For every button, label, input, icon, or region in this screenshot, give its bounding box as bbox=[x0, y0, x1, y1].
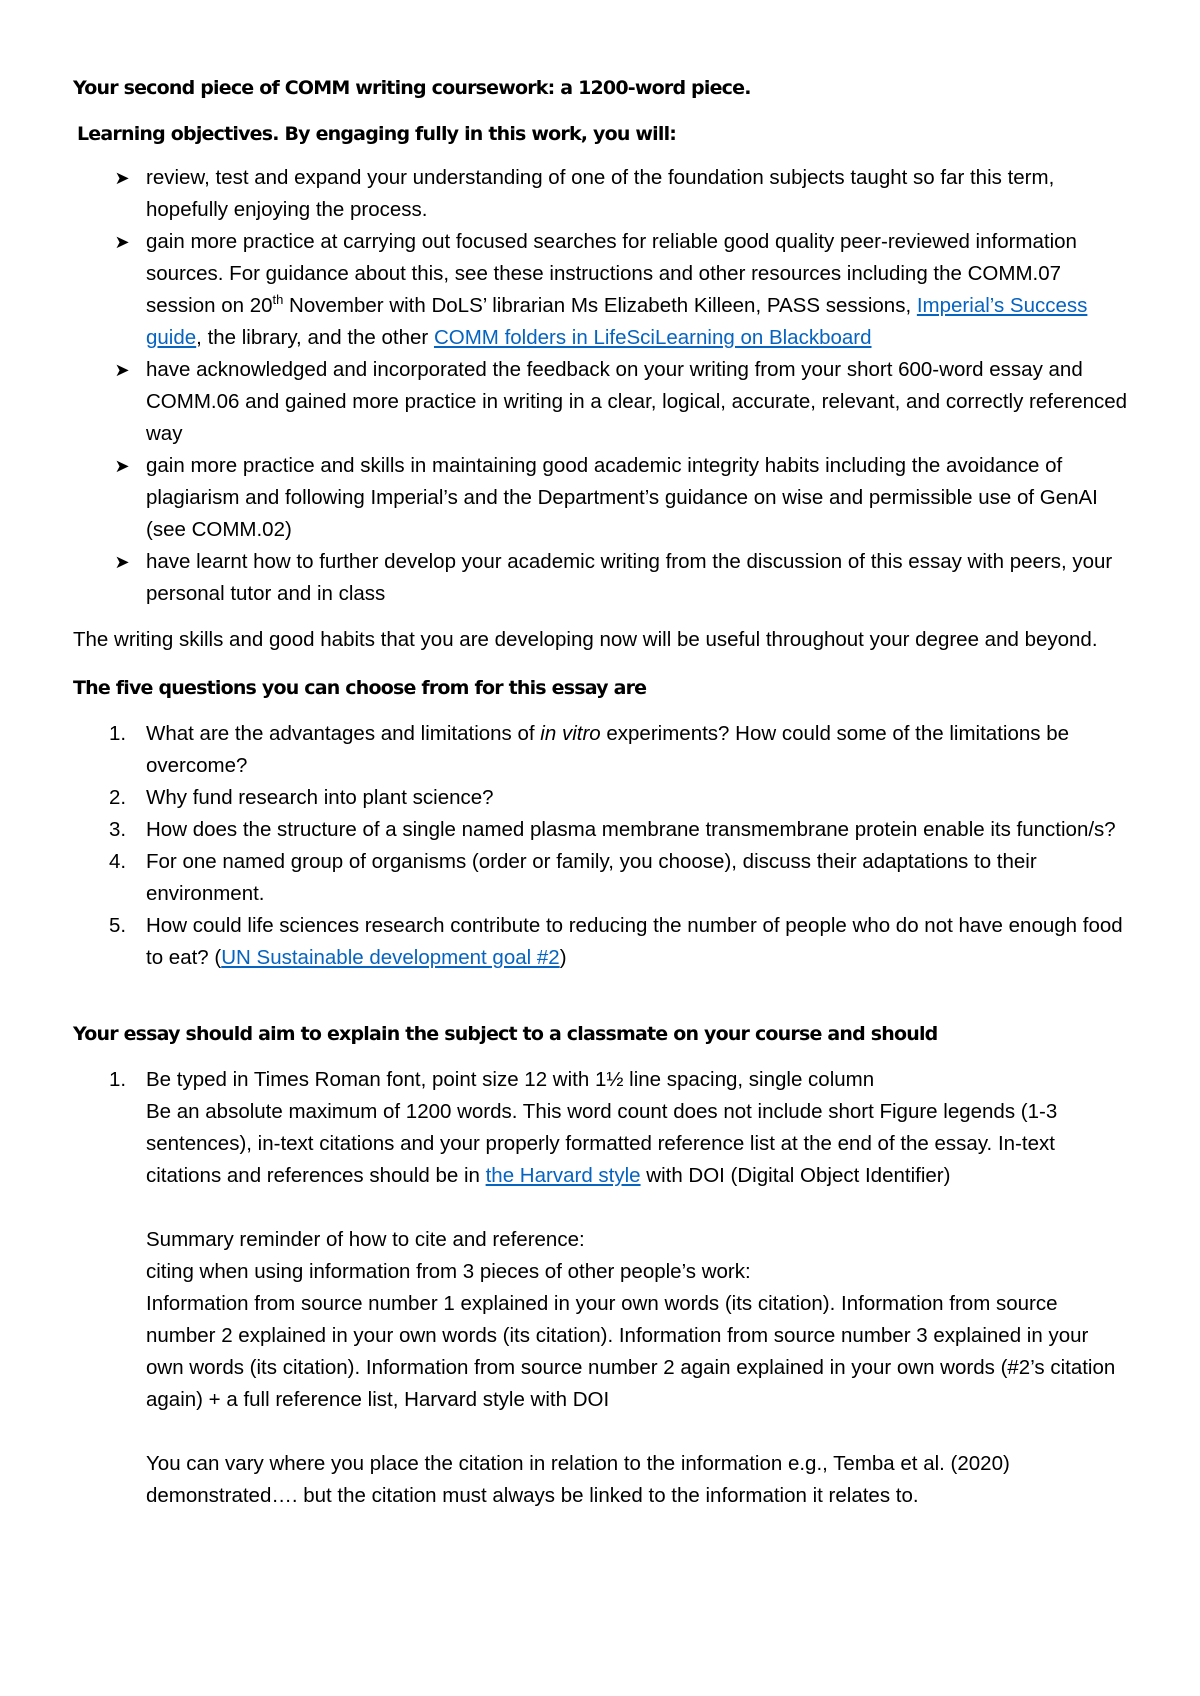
list-item: 1. Be typed in Times Roman font, point size 12 with 1½ line spacing, single column Be an absolute maximum of 1200 words. This word count does not include short Figure legends (1-3 sentences), in-text citations and your properly formatted reference list at the end of the essay. In-text citations and references should be in the Harvard style with DOI (Digital Object Identifier) Summary reminder of how to cite and reference: citing when using information from 3 pieces of other people’s work: Information from source number 1 explained in your own words (its citation). Information from source number 2 explained in your own words (its citation). Information from source number 3 explained in your own words (its citation). Information from source number 2 again explained in your own words (#2’s citation again) + a full reference list, Harvard style with DOI You can vary where you place the citation in relation to the information e.g., Temba et al. (2020) demonstrated…. but the citation must always be linked to the information it relates to. bbox=[73, 1064, 1128, 1512]
spacer bbox=[146, 1416, 1128, 1448]
list-item: ➤ have acknowledged and incorporated the feedback on your writing from your short 600-word essay and COMM.06 and gained more practice in writing in a clear, logical, accurate, relevant, and correctly referenced way bbox=[73, 354, 1128, 450]
questions-list bbox=[73, 718, 1128, 974]
list-item: ➤ gain more practice and skills in maintaining good academic integrity habits including the avoidance of plagiarism and following Imperial’s and the Department’s guidance on wise and permissible use of GenAI (see COMM.02) bbox=[73, 450, 1128, 546]
list-item: 4. For one named group of organisms (order or family, you choose), discuss their adaptations to their environment. bbox=[109, 850, 1037, 905]
list-item: ➤ have learnt how to further develop your academic writing from the discussion of this essay with peers, your personal tutor and in class bbox=[73, 546, 1128, 610]
spacer bbox=[146, 1192, 1128, 1224]
questions-heading: The five questions you can choose from for this essay are bbox=[73, 677, 647, 699]
font-requirement: Be typed in Times Roman font, point size 12 with 1½ line spacing, single column bbox=[146, 1068, 875, 1091]
un-goal-link[interactable]: UN Sustainable development goal #2 bbox=[221, 946, 560, 969]
arrow-bullet-icon: ➤ bbox=[114, 232, 130, 252]
list-item: 1. What are the advantages and limitations of in vitro experiments? How could some of the limitations be overcome? bbox=[109, 722, 1069, 777]
list-item: ➤ gain more practice at carrying out focused searches for reliable good quality peer-reviewed information sources. For guidance about this, see these instructions and other resources including the COMM.07 session on 20th November with DoLS’ librarian Ms Elizabeth Killeen, PASS sessions, Imperial’s Success guide, the library, and the other COMM folders in LifeSciLearning on Blackboard bbox=[73, 226, 1128, 354]
summary-subtitle: citing when using information from 3 pieces of other people’s work: bbox=[146, 1260, 751, 1283]
arrow-bullet-icon: ➤ bbox=[114, 168, 130, 188]
list-item: 3. How does the structure of a single named plasma membrane transmembrane protein enable its function/s? bbox=[109, 818, 1116, 841]
summary-body: Information from source number 1 explained in your own words (its citation). Information from source number 2 explained in your own words (its citation). Information from source number 3 explained in your own words (its citation). Information from source number 2 again explained in your own words (#2’s citation again) + a full reference list, Harvard style with DOI bbox=[146, 1292, 1116, 1411]
arrow-bullet-icon: ➤ bbox=[114, 456, 130, 476]
list-item: ➤ review, test and expand your understanding of one of the foundation subjects taught so far this term, hopefully enjoying the process. bbox=[73, 162, 1128, 226]
list-item: 5. How could life sciences research contribute to reducing the number of people who do not have enough food to eat? (UN Sustainable development goal #2) bbox=[109, 914, 1123, 969]
essay-requirements-list bbox=[73, 1064, 1128, 1512]
citation-placement-note: You can vary where you place the citation in relation to the information e.g., Temba et al. (2020) demonstrated…. but the citation must always be linked to the information it relates to. bbox=[146, 1452, 1010, 1507]
summary-title: Summary reminder of how to cite and reference: bbox=[146, 1228, 585, 1251]
objectives-heading: Learning objectives. By engaging fully in this work, you will: bbox=[77, 123, 677, 145]
comm-folders-link[interactable]: COMM folders in LifeSciLearning on Blackboard bbox=[433, 326, 872, 349]
essay-heading: Your essay should aim to explain the subject to a classmate on your course and should bbox=[73, 1023, 938, 1045]
objectives-list bbox=[73, 162, 1128, 610]
arrow-bullet-icon: ➤ bbox=[114, 552, 130, 572]
list-item: 2. Why fund research into plant science? bbox=[109, 786, 494, 809]
harvard-style-link[interactable]: the Harvard style bbox=[485, 1164, 641, 1187]
arrow-bullet-icon: ➤ bbox=[114, 360, 130, 380]
document-title: Your second piece of COMM writing coursework: a 1200-word piece. bbox=[73, 77, 751, 99]
success-guide-link[interactable]: Imperial’s Success guide bbox=[146, 294, 1088, 349]
skills-paragraph: The writing skills and good habits that you are developing now will be useful throughout your degree and beyond. bbox=[73, 628, 1098, 651]
word-limit-requirement: Be an absolute maximum of 1200 words. This word count does not include short Figure legends (1-3 sentences), in-text citations and your properly formatted reference list at the end of the essay. In-text citations and references should be in the Harvard style with DOI (Digital Object Identifier) bbox=[146, 1100, 1058, 1187]
